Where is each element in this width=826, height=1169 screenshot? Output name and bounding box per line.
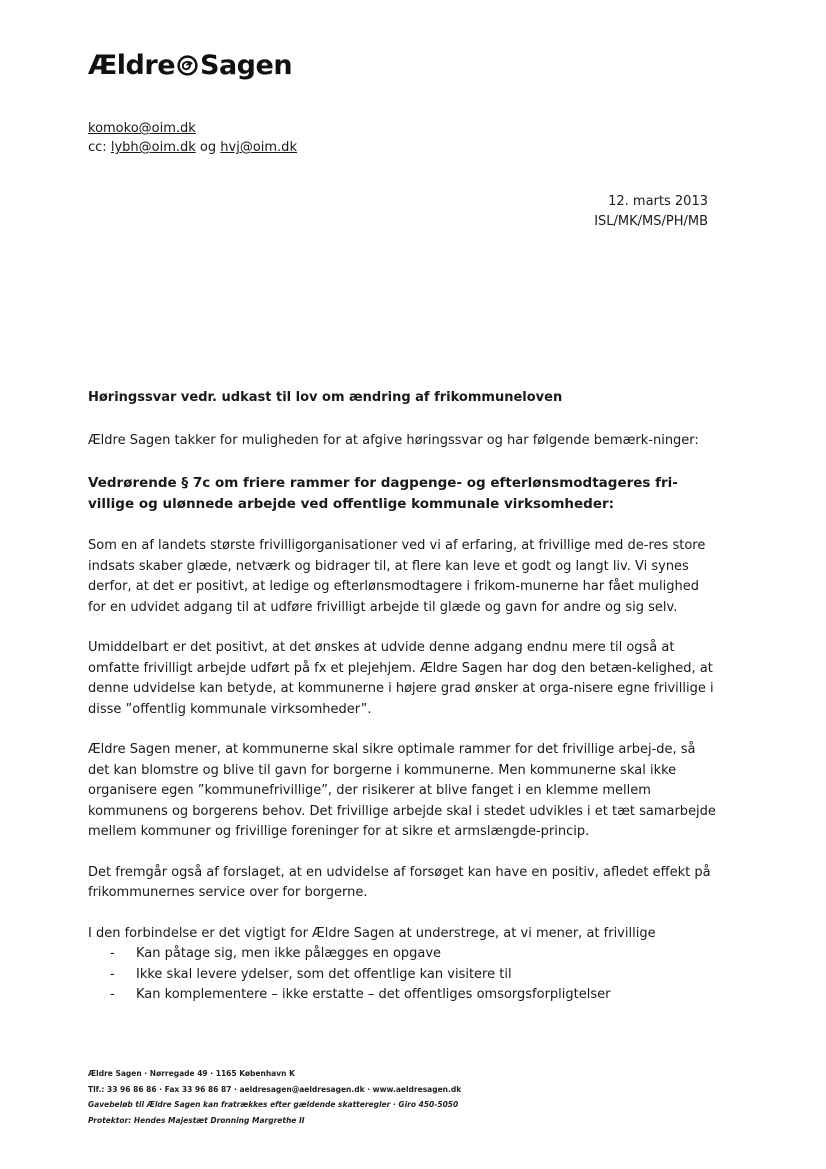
footer-patron: Protektor: Hendes Majestæt Dronning Margrethe II [88,1115,305,1125]
footer-address: Ældre Sagen · Nørregade 49 · 1165 København K [88,1069,295,1078]
bullet-list [88,944,716,1006]
paragraph-2: Umiddelbart er det positivt, at det ønskes at udvide denne adgang endnu mere til også at omfatte frivilligt arbejde udført på fx et plejehjem. Ældre Sagen har dog den betæn-kelighed, at denne udvidelse kan betyde, at kommunerne i højere grad ønsker at orga-nisere egne frivillige i disse ”offentlig kommunale virksomheder”. [88,640,714,717]
cc-joiner: og [199,140,217,155]
organization-logo [88,50,292,81]
letter-footer [88,1066,461,1128]
cc-email-link-1[interactable]: lybh@oim.dk [110,140,196,155]
paragraph-4: Det fremgår også af forslaget, at en udvidelse af forsøget kan have en positiv, afledet effekt på frikommunernes service over for borgerne. [88,864,711,900]
cc-label: cc: [88,140,107,155]
footer-donation-note: Gavebeløb til Ældre Sagen kan fratrækkes efter gældende skatteregler · Giro 450-5050 [88,1100,459,1109]
date-block [594,192,708,232]
letter-body [88,388,716,1006]
intro-paragraph: Ældre Sagen takker for muligheden for at afgive høringssvar og har følgende bemærk-ninger: [88,432,699,448]
list-item: - Kan komplementere – ikke erstatte – det offentliges omsorgsforpligtelser [110,987,611,1002]
recipient-email-link[interactable]: komoko@oim.dk [88,121,196,136]
logo-text-left: Ældre [88,50,176,81]
cc-email-link-2[interactable]: hvj@oim.dk [220,140,297,155]
letter-date: 12. marts 2013 [608,194,708,209]
logo-text-right: Sagen [200,50,293,81]
paragraph-5: I den forbindelse er det vigtigt for Ældre Sagen at understrege, at vi mener, at frivillige [88,925,656,941]
letter-reference: ISL/MK/MS/PH/MB [594,214,708,229]
paragraph-1: Som en af landets største frivilligorganisationer ved vi af erfaring, at frivillige med de-res store indsats skaber glæde, netværk og bidrager til, at flere kan leve et godt og langt liv. Vi synes derfor, at det er positivt, at ledige og efterlønsmodtagere i frikom-munerne har fået mulighed for en udvidet adgang til at udføre frivilligt arbejde til glæde og gavn for andre og sig selv. [88,538,706,615]
footer-contact: Tlf.: 33 96 86 86 · Fax 33 96 86 87 · aeldresagen@aeldresagen.dk · www.aeldresagen.dk [88,1084,462,1094]
spiral-circle-icon [177,55,198,76]
paragraph-3: Ældre Sagen mener, at kommunerne skal sikre optimale rammer for det frivillige arbej-de, så det kan blomstre og blive til gavn for borgerne i kommunerne. Men kommunerne skal ikke organisere egen ”kommunefrivillige”, der risikerer at blive fanget i en klemme mellem kommunens og borgerens behov. Det frivillige arbejde skal i stedet udvikles i et tæt samarbejde mellem kommuner og frivillige foreninger for at sikre et armslængde-princip. [88,742,716,839]
section-heading: Vedrørende § 7c om friere rammer for dagpenge- og efterlønsmodtageres fri-villige og ulønnede arbejde ved offentlige kommunale virksomheder: [88,475,678,512]
list-item: - Ikke skal levere ydelser, som det offentlige kan visitere til [110,966,512,982]
recipients-block [88,119,297,157]
letter-title: Høringssvar vedr. udkast til lov om ændring af frikommuneloven [88,390,563,405]
list-item: - Kan påtage sig, men ikke pålægges en opgave [110,946,442,961]
